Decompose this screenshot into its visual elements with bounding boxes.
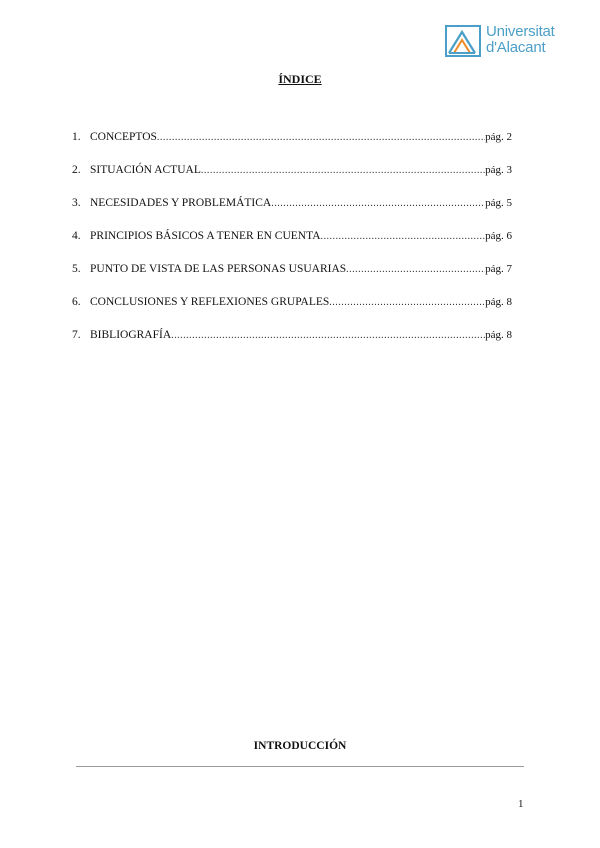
toc-item-label: CONCLUSIONES Y REFLEXIONES GRUPALES	[90, 296, 330, 308]
page-number: 1	[518, 798, 524, 810]
logo-line-1: Universitat	[486, 23, 555, 40]
toc-item-page: pág. 6	[485, 230, 512, 242]
toc-item-number: 4.	[72, 230, 81, 242]
table-of-contents	[72, 131, 512, 362]
toc-item-necesidades[interactable]	[72, 197, 512, 230]
toc-item-number: 2.	[72, 164, 81, 176]
toc-item-label: PUNTO DE VISTA DE LAS PERSONAS USUARIAS	[90, 263, 347, 275]
toc-dot-leader	[346, 264, 485, 275]
toc-dot-leader	[329, 297, 485, 308]
toc-item-punto-de-vista[interactable]	[72, 263, 512, 296]
toc-item-page: pág. 3	[485, 164, 512, 176]
toc-item-conceptos[interactable]	[72, 131, 512, 164]
index-title: ÍNDICE	[278, 72, 322, 86]
toc-item-number: 6.	[72, 296, 81, 308]
toc-dot-leader	[271, 198, 485, 209]
toc-dot-leader	[171, 330, 485, 341]
toc-item-label: BIBLIOGRAFÍA	[90, 329, 172, 341]
toc-item-page: pág. 7	[485, 263, 512, 275]
toc-item-label: NECESIDADES Y PROBLEMÁTICA	[90, 197, 272, 209]
horizontal-rule	[76, 766, 524, 767]
toc-item-number: 1.	[72, 131, 81, 143]
toc-item-page: pág. 8	[485, 329, 512, 341]
toc-item-label: PRINCIPIOS BÁSICOS A TENER EN CUENTA	[90, 230, 321, 242]
toc-item-page: pág. 5	[485, 197, 512, 209]
toc-item-number: 7.	[72, 329, 81, 341]
toc-item-bibliografia[interactable]	[72, 329, 512, 362]
toc-item-label: CONCEPTOS	[90, 131, 157, 143]
toc-dot-leader	[201, 165, 485, 176]
university-logo	[444, 24, 564, 64]
toc-item-conclusiones[interactable]	[72, 296, 512, 329]
toc-dot-leader	[157, 132, 485, 143]
toc-item-number: 5.	[72, 263, 81, 275]
toc-item-page: pág. 8	[485, 296, 512, 308]
logo-line-2: d'Alacant	[486, 39, 546, 56]
toc-item-page: pág. 2	[485, 131, 512, 143]
toc-dot-leader	[321, 231, 486, 242]
toc-item-situacion-actual[interactable]	[72, 164, 512, 197]
university-arch-logo-icon	[444, 24, 482, 58]
university-name	[486, 24, 555, 56]
section-heading-introduccion: INTRODUCCIÓN	[253, 740, 347, 752]
toc-item-number: 3.	[72, 197, 81, 209]
toc-item-principios[interactable]	[72, 230, 512, 263]
toc-item-label: SITUACIÓN ACTUAL	[90, 164, 201, 176]
